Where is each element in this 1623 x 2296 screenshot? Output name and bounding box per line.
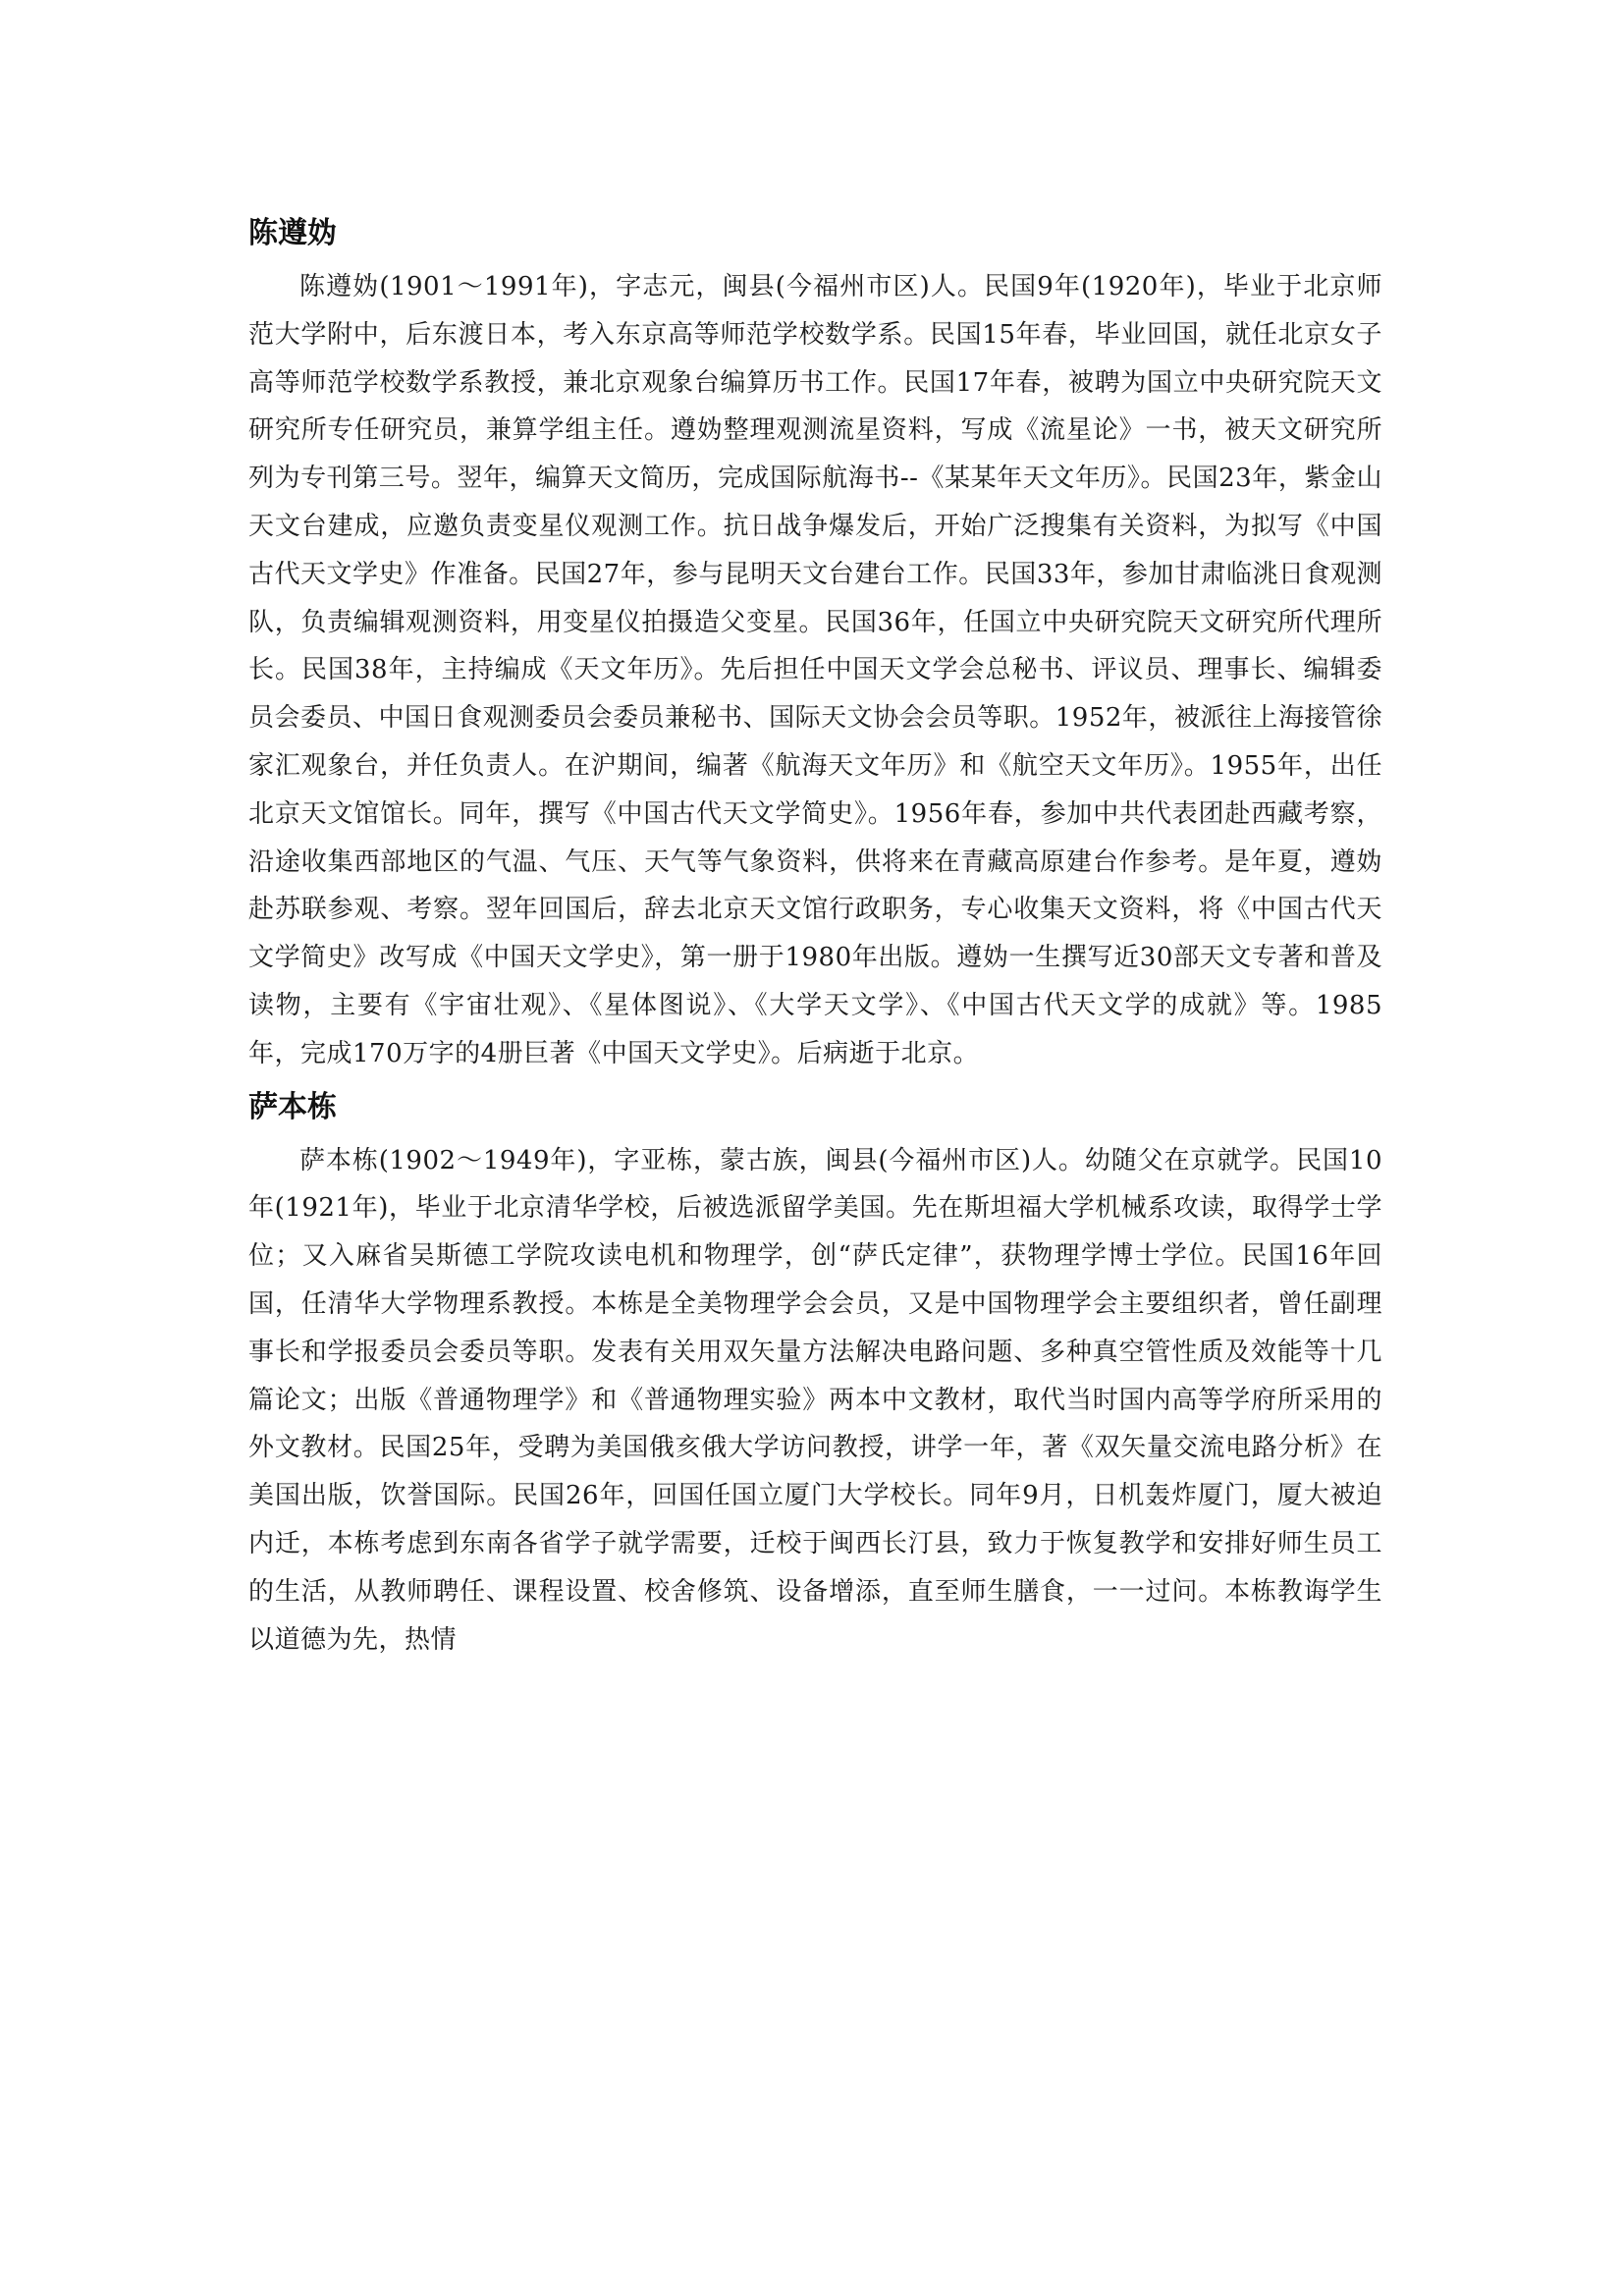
entry-body-chen-zungui: 陈遵妫(1901～1991年)，字志元，闽县(今福州市区)人。民国9年(1920年)，毕业于北京师范大学附中，后东渡日本，考入东京高等师范学校数学系。民国15年春，毕业回国，就任北京女子高等师范学校数学系教授，兼北京观象台编算历书工作。民国17年春，被聘为国立中央研究院天文研究所专任研究员，兼算学组主任。遵妫整理观测流星资料，写成《流星论》一书，被天文研究所列为专刊第三号。翌年，编算天文简历，完成国际航海书--《某某年天文年历》。民国23年，紫金山天文台建成，应邀负责变星仪观测工作。抗日战争爆发后，开始广泛搜集有关资料，为拟写《中国古代天文学史》作准备。民国27年，参与昆明天文台建台工作。民国33年，参加甘肃临洮日食观测队，负责编辑观测资料，用变星仪拍摄造父变星。民国36年，任国立中央研究院天文研究所代理所长。民国38年，主持编成《天文年历》。先后担任中国天文学会总秘书、评议员、理事长、编辑委员会委员、中国日食观测委员会委员兼秘书、国际天文协会会员等职。1952年，被派往上海接管徐家汇观象台，并任负责人。在沪期间，编著《航海天文年历》和《航空天文年历》。1955年，出任北京天文馆馆长。同年，撰写《中国古代天文学简史》。1956年春，参加中共代表团赴西藏考察，沿途收集西部地区的气温、气压、天气等气象资料，供将来在青藏高原建台作参考。是年夏，遵妫赴苏联参观、考察。翌年回国后，辞去北京天文馆行政职务，专心收集天文资料，将《中国古代天文学简史》改写成《中国天文学史》，第一册于1980年出版。遵妫一生撰写近30部天文专著和普及读物，主要有《宇宙壮观》、《星体图说》、《大学天文学》、《中国古代天文学的成就》等。1985年，完成170万字的4册巨著《中国天文学史》。后病逝于北京。 (248, 272, 1382, 1068)
document-content (248, 204, 1382, 1664)
entry-heading-sa-bendong: 萨本栋 (248, 1089, 337, 1124)
entry-body-sa-bendong: 萨本栋(1902～1949年)，字亚栋，蒙古族，闽县(今福州市区)人。幼随父在京就学。民国10年(1921年)，毕业于北京清华学校，后被选派留学美国。先在斯坦福大学机械系攻读，取得学士学位；又入麻省吴斯德工学院攻读电机和物理学，创“萨氏定律”，获物理学博士学位。民国16年回国，任清华大学物理系教授。本栋是全美物理学会会员，又是中国物理学会主要组织者，曾任副理事长和学报委员会委员等职。发表有关用双矢量方法解决电路问题、多种真空管性质及效能等十几篇论文；出版《普通物理学》和《普通物理实验》两本中文教材，取代当时国内高等学府所采用的外文教材。民国25年，受聘为美国俄亥俄大学访问教授，讲学一年，著《双矢量交流电路分析》在美国出版，饮誉国际。民国26年，回国任国立厦门大学校长。同年9月，日机轰炸厦门，厦大被迫内迁，本栋考虑到东南各省学子就学需要，迁校于闽西长汀县，致力于恢复教学和安排好师生员工的生活，从教师聘任、课程设置、校舍修筑、设备增添，直至师生膳食，一一过问。本栋教诲学生以道德为先，热情 (248, 1145, 1382, 1655)
entry-heading-chen-zungui: 陈遵妫 (248, 216, 337, 250)
